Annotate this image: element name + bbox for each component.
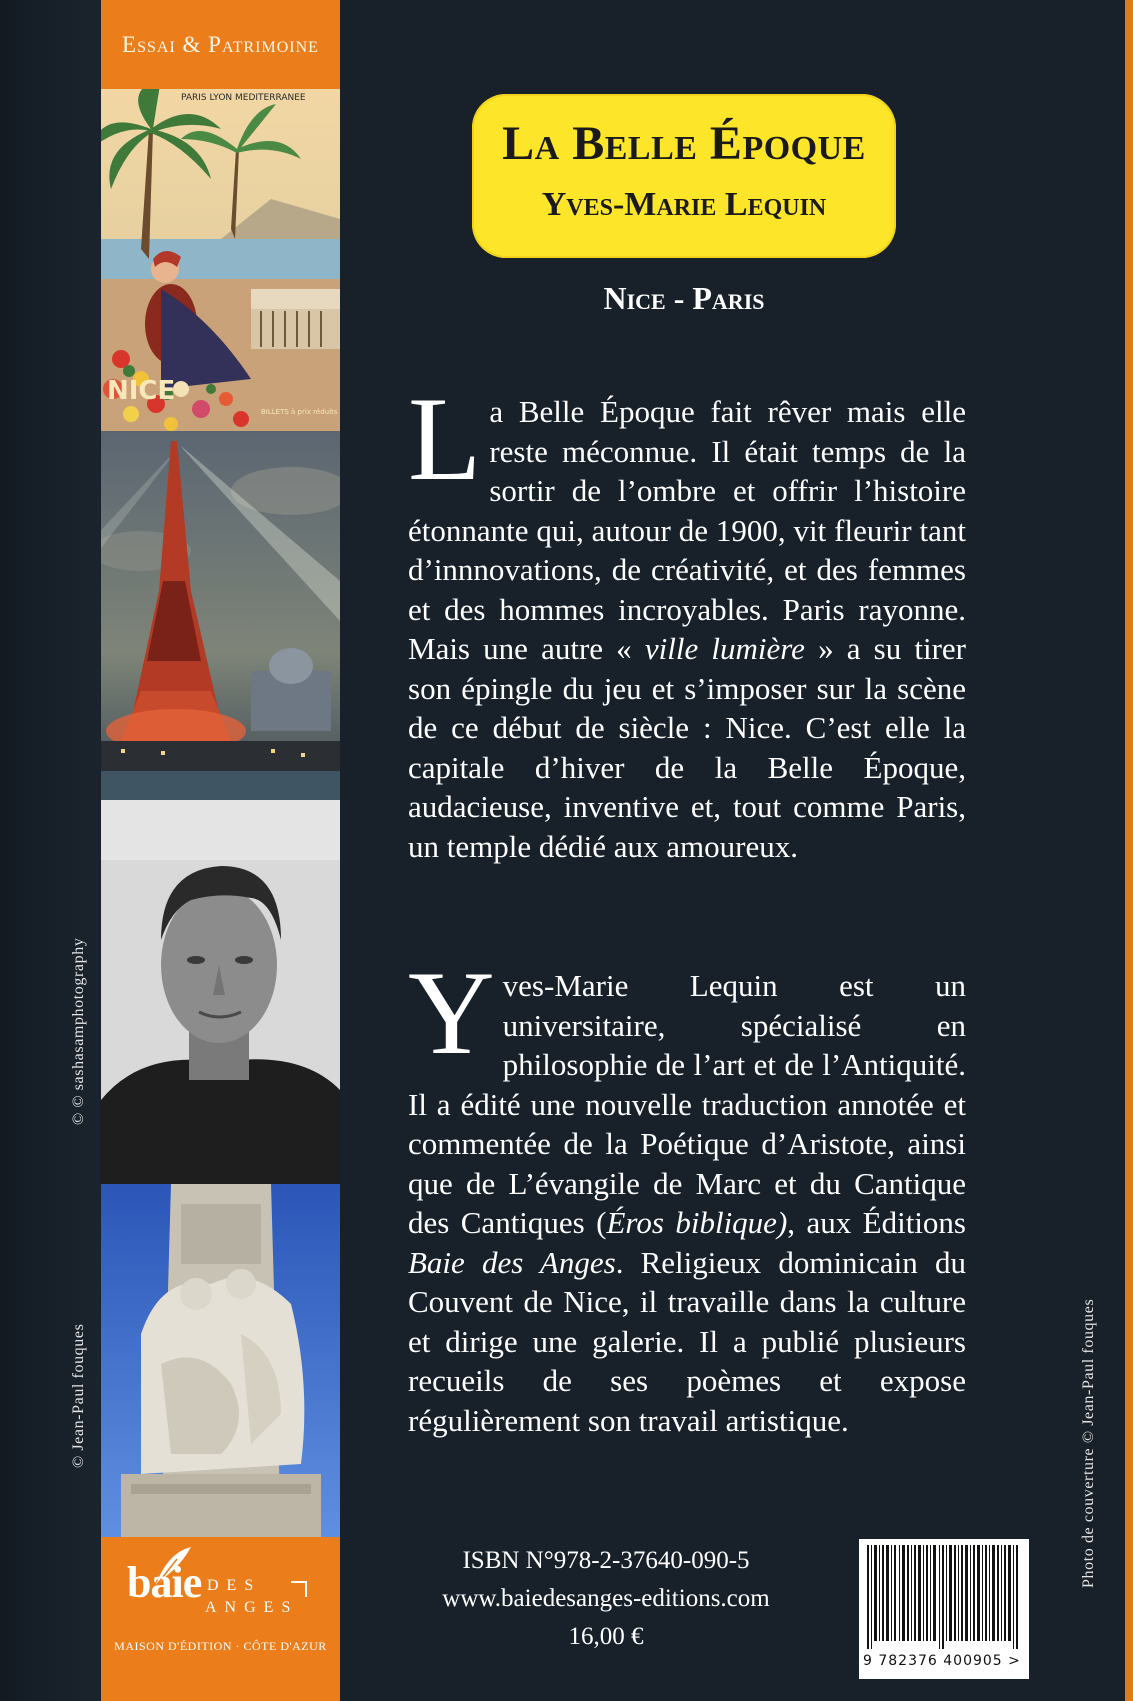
- statue-monument-image: [101, 1184, 340, 1537]
- isbn-text: ISBN N°978-2-37640-090-5: [462, 1547, 750, 1574]
- publisher-logo: [101, 1537, 340, 1701]
- poster-caption-tickets: BILLETS à prix réduits: [261, 408, 338, 416]
- author-portrait-image: [101, 800, 340, 1184]
- bio-italic-eros: Éros biblique): [606, 1205, 788, 1240]
- logo-des: DES: [207, 1577, 262, 1594]
- bio-text-c: . Religieux dominicain du Couvent de Nice, il travaille dans la culture et dirige une galerie. Il a publié plusieurs recueils de ses poèmes et expose régulièrement son travail artistique.: [408, 1244, 966, 1438]
- book-author: Yves-Marie Lequin: [541, 186, 827, 223]
- dropcap-l: L: [408, 372, 482, 505]
- cover-right-strip: [1125, 0, 1133, 1701]
- barcode-bars: [859, 1539, 1029, 1651]
- poster-caption-top: PARIS LYON MEDITERRANEE: [181, 93, 306, 103]
- spine-panel: [101, 0, 340, 1701]
- logo-anges: ANGES: [205, 1599, 299, 1616]
- nice-poster-image: [101, 89, 340, 431]
- synopsis-text-b: » a su tirer son épingle du jeu et s’imposer sur la scène de ce début de siècle : Nice. C’est elle la capitale d’hiver de la Belle Époque, audacieuse, inventive et, tout comme Paris, un temple dédié aux amoureux.: [408, 631, 966, 864]
- bio-text-a: ves-Marie Lequin est un universitaire, spécialisé en philosophie de l’art et de l’Antiquité. Il a édité une nouvelle traduction annotée et commentée de la Poétique d’Aristote, ainsi que de L’évangile de Marc et du Cantique des Cantiques (: [408, 968, 966, 1240]
- logo-word: baie: [127, 1558, 202, 1607]
- statue-photo-credit: © Jean-Paul fouques: [70, 1323, 87, 1468]
- dropcap-y: Y: [408, 946, 495, 1079]
- book-subtitle: Nice - Paris: [603, 280, 765, 316]
- collection-label: Essai & Patrimoine: [122, 31, 319, 57]
- logo-bracket: [291, 1581, 307, 1597]
- price-text: 16,00 €: [568, 1623, 644, 1650]
- poster-caption-nice: NICE: [107, 376, 176, 406]
- title-box: [472, 94, 896, 258]
- barcode: [859, 1539, 1029, 1679]
- author-bio-paragraph: [408, 946, 966, 1440]
- bio-italic-baie: Baie des Anges: [408, 1244, 616, 1280]
- publisher-tagline: MAISON D'ÉDITION · CÔTE D'AZUR: [114, 1639, 327, 1653]
- barcode-digits: 9 782376 400905 >: [863, 1653, 1021, 1669]
- book-info: [420, 1542, 792, 1656]
- cover-photo-credit: Photo de couverture © Jean-Paul fouques: [1080, 1298, 1097, 1588]
- bio-text-b: , aux Éditions: [787, 1205, 966, 1240]
- synopsis-paragraph: [408, 372, 966, 866]
- synopsis-text-a: a Belle Époque fait rêver mais elle reste méconnue. Il était temps de la sortir de l’ombre et offrir l’histoire étonnante qui, autour de 1900, vit fleurir tant d’innnovations, de créativité, et des femmes et des hommes incroyables. Paris rayonne. Mais une autre «: [408, 394, 966, 666]
- eiffel-tower-image: [101, 431, 340, 800]
- synopsis-italic: ville lumière: [644, 631, 805, 666]
- website-text[interactable]: www.baiedesanges-editions.com: [442, 1585, 770, 1612]
- book-title: La Belle Époque: [502, 117, 866, 170]
- portrait-photo-credit: © © sashasamphotography: [70, 937, 87, 1125]
